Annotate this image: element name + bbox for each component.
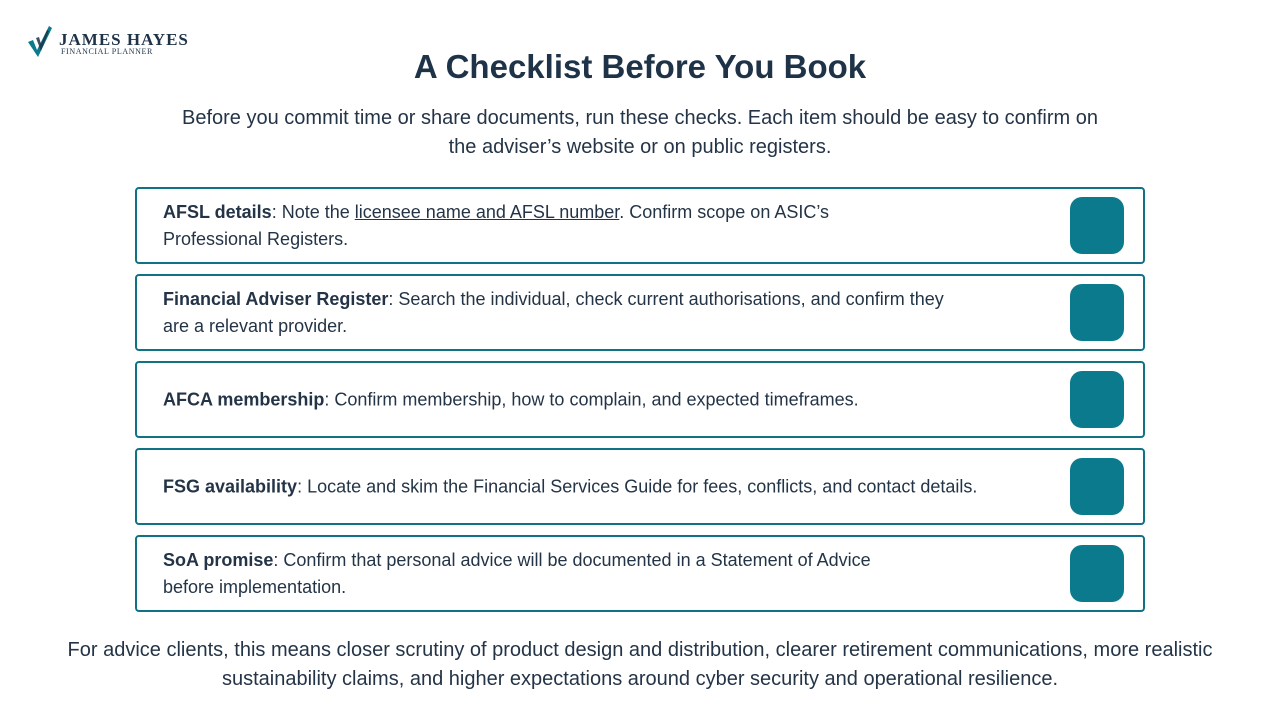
checkbox-afsl[interactable] xyxy=(1070,197,1124,254)
item-title: AFSL details xyxy=(163,201,272,222)
item-body: : Note the xyxy=(271,201,355,222)
checklist-item-adviser-register xyxy=(135,274,1145,351)
item-title: AFCA membership xyxy=(163,389,325,409)
checkbox-adviser-register[interactable] xyxy=(1070,284,1124,341)
item-title: SoA promise xyxy=(163,549,274,570)
page-title: A Checklist Before You Book xyxy=(413,48,867,85)
item-body: . Confirm scope on ASIC’s xyxy=(619,201,830,222)
item-text xyxy=(163,286,944,340)
logo-name: JAMES HAYES xyxy=(59,30,189,49)
checklist-item-fsg xyxy=(135,448,1145,525)
item-body-line2: are a relevant provider. xyxy=(163,315,348,336)
checkbox-soa[interactable] xyxy=(1070,545,1124,602)
checkbox-fsg[interactable] xyxy=(1070,458,1124,515)
logo-subtitle: FINANCIAL PLANNER xyxy=(61,47,153,56)
item-body-line2: before implementation. xyxy=(163,576,347,597)
item-body: : Search the individual, check current authorisations, and confirm they xyxy=(388,288,944,309)
item-text xyxy=(163,199,829,253)
item-text xyxy=(163,547,871,601)
checklist xyxy=(135,187,1145,622)
checklist-item-soa xyxy=(135,535,1145,612)
underlined-link-text: licensee name and AFSL number xyxy=(354,201,620,222)
item-body: : Confirm membership, how to complain, and expected timeframes. xyxy=(324,389,859,409)
item-text xyxy=(163,473,977,500)
checkbox-afca[interactable] xyxy=(1070,371,1124,428)
item-body-line2: Professional Registers. xyxy=(163,228,349,249)
footer-text: For advice clients, this means closer scrutiny of product design and distribution, clearer retirement communications, more realistic sustainability claims, and higher expectations around cyber security and operational resilience. xyxy=(67,639,1213,690)
checklist-item-afca xyxy=(135,361,1145,438)
item-title: FSG availability xyxy=(163,476,298,496)
item-body: : Locate and skim the Financial Services Guide for fees, conflicts, and contact details. xyxy=(297,476,978,496)
intro-text: Before you commit time or share documents, run these checks. Each item should be easy to confirm on the adviser’s website or on public registers. xyxy=(182,107,1098,158)
item-title: Financial Adviser Register xyxy=(163,288,389,309)
checklist-item-afsl xyxy=(135,187,1145,264)
item-body: : Confirm that personal advice will be documented in a Statement of Advice xyxy=(273,549,871,570)
item-text xyxy=(163,386,859,413)
